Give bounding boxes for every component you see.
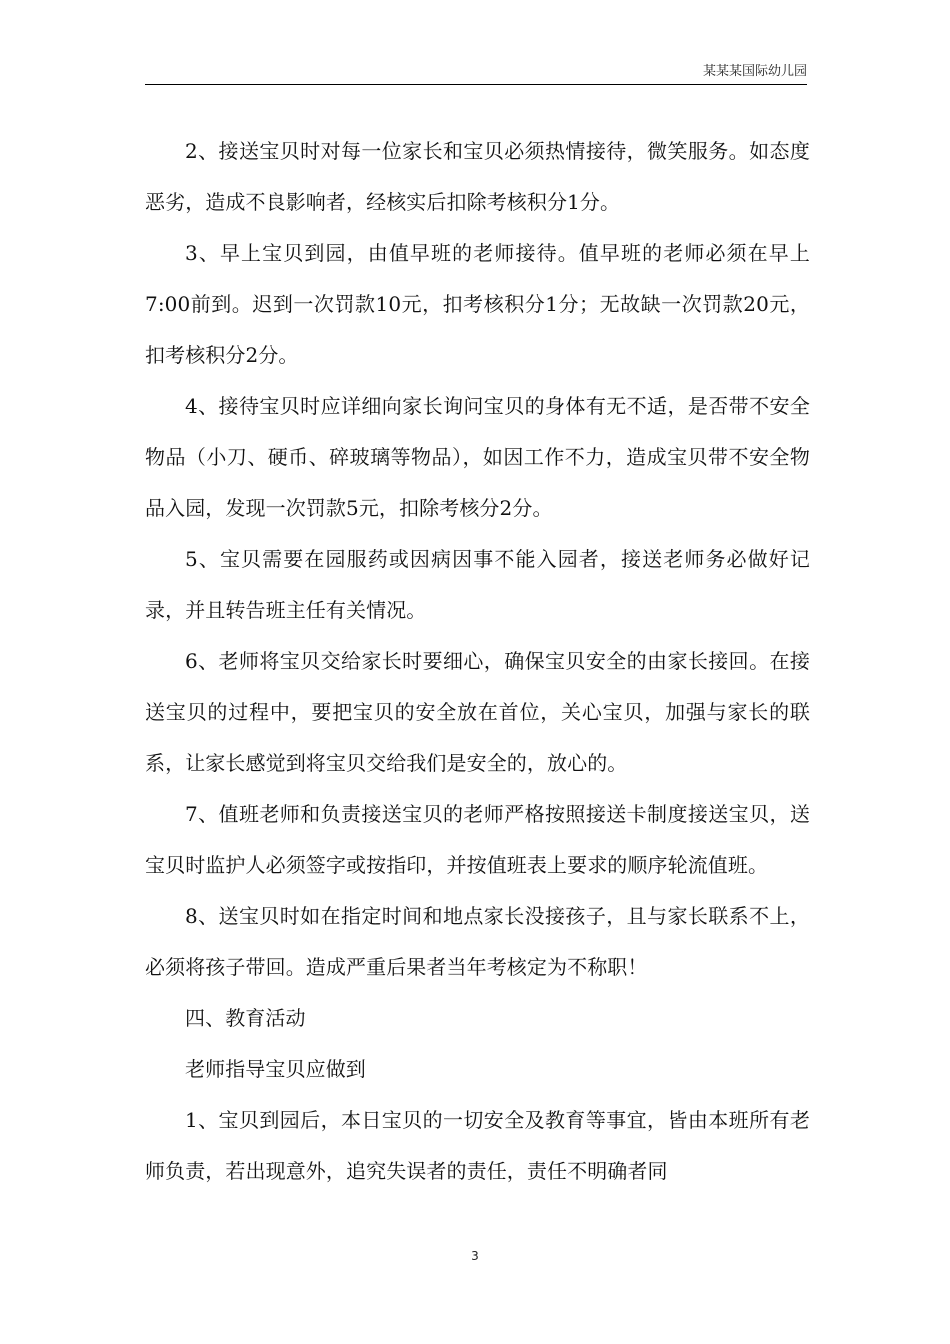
paragraph-item-7: 7、值班老师和负责接送宝贝的老师严格按照接送卡制度接送宝贝，送宝贝时监护人必须签字或按指印，并按值班表上要求的顺序轮流值班。 (145, 802, 810, 877)
paragraph-item-1: 1、宝贝到园后，本日宝贝的一切安全及教育等事宜，皆由本班所有老师负责，若出现意外，追究失误者的责任，责任不明确者同 (145, 1108, 810, 1183)
header-divider (145, 84, 807, 85)
paragraph-item-2: 2、接送宝贝时对每一位家长和宝贝必须热情接待，微笑服务。如态度恶劣，造成不良影响者，经核实后扣除考核积分1分。 (145, 139, 810, 214)
subsection-heading: 老师指导宝贝应做到 (185, 1057, 366, 1081)
document-body (145, 126, 810, 1197)
paragraph-item-6: 6、老师将宝贝交给家长时要细心，确保宝贝安全的由家长接回。在接送宝贝的过程中，要把宝贝的安全放在首位，关心宝贝，加强与家长的联系，让家长感觉到将宝贝交给我们是安全的，放心的。 (145, 649, 810, 775)
page-number: 3 (471, 1249, 479, 1263)
paragraph-item-8: 8、送宝贝时如在指定时间和地点家长没接孩子，且与家长联系不上，必须将孩子带回。造成严重后果者当年考核定为不称职！ (145, 904, 810, 979)
section-heading: 四、教育活动 (185, 1006, 306, 1030)
paragraph-item-3: 3、早上宝贝到园，由值早班的老师接待。值早班的老师必须在早上7:00前到。迟到一次罚款10元，扣考核积分1分；无故缺一次罚款20元，扣考核积分2分。 (145, 241, 810, 367)
header-org-name: 某某某国际幼儿园 (702, 64, 807, 79)
paragraph-item-5: 5、宝贝需要在园服药或因病因事不能入园者，接送老师务必做好记录，并且转告班主任有关情况。 (145, 547, 810, 622)
page-header (145, 64, 807, 86)
paragraph-item-4: 4、接待宝贝时应详细向家长询问宝贝的身体有无不适，是否带不安全物品（小刀、硬币、碎玻璃等物品），如因工作不力，造成宝贝带不安全物品入园，发现一次罚款5元，扣除考核分2分。 (145, 394, 810, 520)
